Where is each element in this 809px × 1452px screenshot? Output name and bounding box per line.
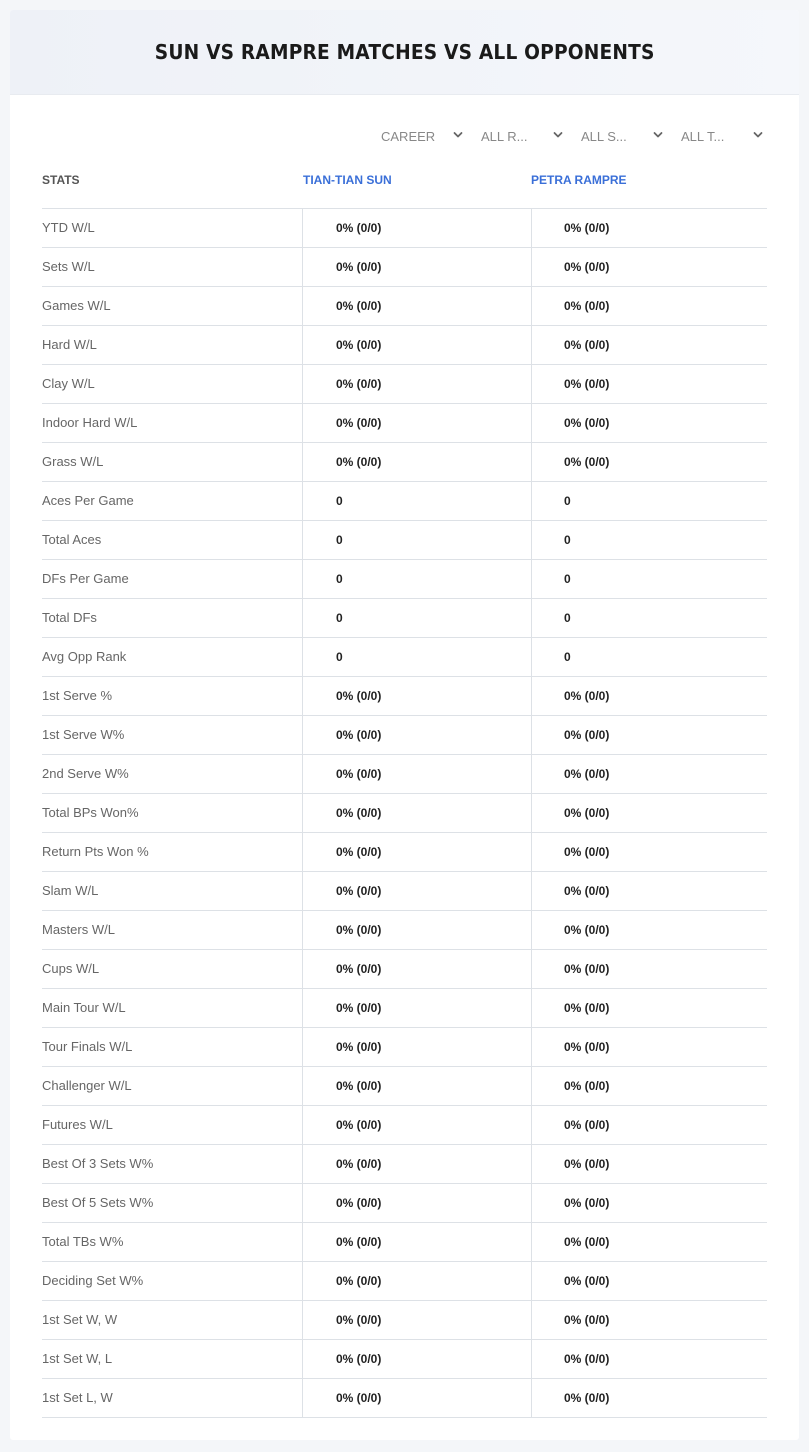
filter-period-select[interactable]	[367, 126, 467, 146]
table-row	[42, 1067, 767, 1106]
table-row	[42, 716, 767, 755]
player1-stat-value: 0% (0/0)	[302, 1340, 530, 1378]
stats-table	[42, 208, 767, 1418]
player2-stat-value: 0% (0/0)	[531, 1379, 767, 1417]
player2-stat-value: 0% (0/0)	[531, 443, 767, 481]
player2-stat-value: 0% (0/0)	[531, 1184, 767, 1222]
column-header-stats: STATS	[42, 173, 80, 187]
player1-stat-value: 0% (0/0)	[302, 1184, 530, 1222]
stat-label: Total TBs W%	[42, 1234, 124, 1249]
stat-label: Return Pts Won %	[42, 844, 149, 859]
chevron-down-icon	[453, 130, 463, 140]
table-row	[42, 1145, 767, 1184]
player2-stat-value: 0	[531, 638, 767, 676]
player2-stat-value: 0% (0/0)	[531, 209, 767, 247]
player2-stat-value: 0% (0/0)	[531, 872, 767, 910]
stat-label: Deciding Set W%	[42, 1273, 144, 1288]
player2-stat-value: 0% (0/0)	[531, 950, 767, 988]
player1-stat-value: 0% (0/0)	[302, 794, 530, 832]
player2-stat-value: 0% (0/0)	[531, 1145, 767, 1183]
table-row	[42, 248, 767, 287]
card-header	[10, 10, 799, 95]
player2-stat-value: 0% (0/0)	[531, 1301, 767, 1339]
player1-stat-value: 0% (0/0)	[302, 1379, 530, 1417]
player2-stat-value: 0% (0/0)	[531, 1340, 767, 1378]
column-header-player1[interactable]: TIAN-TIAN SUN	[303, 173, 392, 187]
stat-label: Sets W/L	[42, 259, 95, 274]
table-row	[42, 638, 767, 677]
player1-stat-value: 0% (0/0)	[302, 677, 530, 715]
player1-stat-value: 0% (0/0)	[302, 365, 530, 403]
stat-label: Avg Opp Rank	[42, 649, 127, 664]
page-title: SUN VS RAMPRE MATCHES VS ALL OPPONENTS	[154, 40, 655, 64]
stat-label: Total DFs	[42, 610, 97, 625]
table-row	[42, 911, 767, 950]
table-row	[42, 365, 767, 404]
player2-stat-value: 0	[531, 482, 767, 520]
stat-label: 1st Set W, L	[42, 1351, 113, 1366]
table-row	[42, 209, 767, 248]
player1-stat-value: 0	[302, 560, 530, 598]
table-row	[42, 287, 767, 326]
stat-label: Masters W/L	[42, 922, 115, 937]
player1-stat-value: 0	[302, 482, 530, 520]
filter-bar	[367, 126, 767, 146]
player1-stat-value: 0% (0/0)	[302, 443, 530, 481]
player1-stat-value: 0% (0/0)	[302, 248, 530, 286]
table-row	[42, 794, 767, 833]
chevron-down-icon	[553, 130, 563, 140]
player1-stat-value: 0% (0/0)	[302, 950, 530, 988]
player2-stat-value: 0% (0/0)	[531, 1223, 767, 1261]
player2-stat-value: 0% (0/0)	[531, 911, 767, 949]
player2-stat-value: 0% (0/0)	[531, 248, 767, 286]
table-row	[42, 1301, 767, 1340]
stat-label: Games W/L	[42, 298, 111, 313]
table-row	[42, 1184, 767, 1223]
stat-label: Total Aces	[42, 532, 102, 547]
player1-stat-value: 0% (0/0)	[302, 1301, 530, 1339]
player2-stat-value: 0% (0/0)	[531, 716, 767, 754]
filter-surface-select[interactable]	[567, 126, 667, 146]
stat-label: Challenger W/L	[42, 1078, 132, 1093]
table-row	[42, 443, 767, 482]
stat-label: Aces Per Game	[42, 493, 134, 508]
table-row	[42, 989, 767, 1028]
filter-round-value: ALL R...	[481, 128, 528, 144]
table-row	[42, 1106, 767, 1145]
column-header-player2[interactable]: PETRA RAMPRE	[531, 173, 627, 187]
table-row	[42, 1028, 767, 1067]
player2-stat-value: 0% (0/0)	[531, 794, 767, 832]
stat-label: Total BPs Won%	[42, 805, 139, 820]
player1-stat-value: 0% (0/0)	[302, 1028, 530, 1066]
player2-stat-value: 0% (0/0)	[531, 833, 767, 871]
player1-stat-value: 0% (0/0)	[302, 755, 530, 793]
stat-label: 1st Set W, W	[42, 1312, 118, 1327]
table-row	[42, 950, 767, 989]
player2-stat-value: 0% (0/0)	[531, 677, 767, 715]
player1-stat-value: 0% (0/0)	[302, 404, 530, 442]
filter-tournament-select[interactable]	[667, 126, 767, 146]
stat-label: Slam W/L	[42, 883, 99, 898]
player1-stat-value: 0	[302, 638, 530, 676]
filter-round-select[interactable]	[467, 126, 567, 146]
stat-label: Grass W/L	[42, 454, 104, 469]
player1-stat-value: 0% (0/0)	[302, 911, 530, 949]
filter-surface-value: ALL S...	[581, 128, 627, 144]
stat-label: Best Of 3 Sets W%	[42, 1156, 154, 1171]
table-header	[42, 170, 767, 208]
table-row	[42, 326, 767, 365]
player2-stat-value: 0	[531, 599, 767, 637]
player2-stat-value: 0% (0/0)	[531, 287, 767, 325]
player1-stat-value: 0% (0/0)	[302, 1145, 530, 1183]
stat-label: Hard W/L	[42, 337, 97, 352]
table-row	[42, 872, 767, 911]
player2-stat-value: 0% (0/0)	[531, 1067, 767, 1105]
table-row	[42, 1223, 767, 1262]
stat-label: DFs Per Game	[42, 571, 129, 586]
player2-stat-value: 0% (0/0)	[531, 1262, 767, 1300]
table-row	[42, 677, 767, 716]
stat-label: Best Of 5 Sets W%	[42, 1195, 154, 1210]
stat-label: Tour Finals W/L	[42, 1039, 133, 1054]
player1-stat-value: 0% (0/0)	[302, 1106, 530, 1144]
stat-label: 1st Set L, W	[42, 1390, 113, 1405]
chevron-down-icon	[753, 130, 763, 140]
stat-label: 1st Serve W%	[42, 727, 125, 742]
player1-stat-value: 0% (0/0)	[302, 209, 530, 247]
player1-stat-value: 0% (0/0)	[302, 833, 530, 871]
player1-stat-value: 0% (0/0)	[302, 1223, 530, 1261]
table-row	[42, 560, 767, 599]
table-row	[42, 1262, 767, 1301]
table-row	[42, 521, 767, 560]
stat-label: Indoor Hard W/L	[42, 415, 138, 430]
player1-stat-value: 0% (0/0)	[302, 716, 530, 754]
stat-label: 1st Serve %	[42, 688, 113, 703]
player1-stat-value: 0% (0/0)	[302, 326, 530, 364]
player2-stat-value: 0	[531, 521, 767, 559]
player2-stat-value: 0	[531, 560, 767, 598]
player2-stat-value: 0% (0/0)	[531, 1028, 767, 1066]
player1-stat-value: 0% (0/0)	[302, 989, 530, 1027]
player1-stat-value: 0	[302, 599, 530, 637]
stat-label: Clay W/L	[42, 376, 95, 391]
table-row	[42, 1379, 767, 1418]
chevron-down-icon	[653, 130, 663, 140]
player2-stat-value: 0% (0/0)	[531, 1106, 767, 1144]
player1-stat-value: 0% (0/0)	[302, 287, 530, 325]
player2-stat-value: 0% (0/0)	[531, 989, 767, 1027]
player1-stat-value: 0% (0/0)	[302, 872, 530, 910]
table-row	[42, 599, 767, 638]
player2-stat-value: 0% (0/0)	[531, 755, 767, 793]
table-row	[42, 833, 767, 872]
stat-label: Main Tour W/L	[42, 1000, 126, 1015]
stat-label: Futures W/L	[42, 1117, 113, 1132]
table-row	[42, 482, 767, 521]
player1-stat-value: 0% (0/0)	[302, 1262, 530, 1300]
player2-stat-value: 0% (0/0)	[531, 365, 767, 403]
player1-stat-value: 0% (0/0)	[302, 1067, 530, 1105]
stats-card	[10, 10, 799, 1440]
filter-tournament-value: ALL T...	[681, 128, 725, 144]
table-row	[42, 755, 767, 794]
stat-label: YTD W/L	[42, 220, 95, 235]
stat-label: 2nd Serve W%	[42, 766, 129, 781]
filter-period-value: CAREER	[381, 128, 436, 144]
table-row	[42, 1340, 767, 1379]
player2-stat-value: 0% (0/0)	[531, 404, 767, 442]
table-row	[42, 404, 767, 443]
player1-stat-value: 0	[302, 521, 530, 559]
stat-label: Cups W/L	[42, 961, 100, 976]
player2-stat-value: 0% (0/0)	[531, 326, 767, 364]
